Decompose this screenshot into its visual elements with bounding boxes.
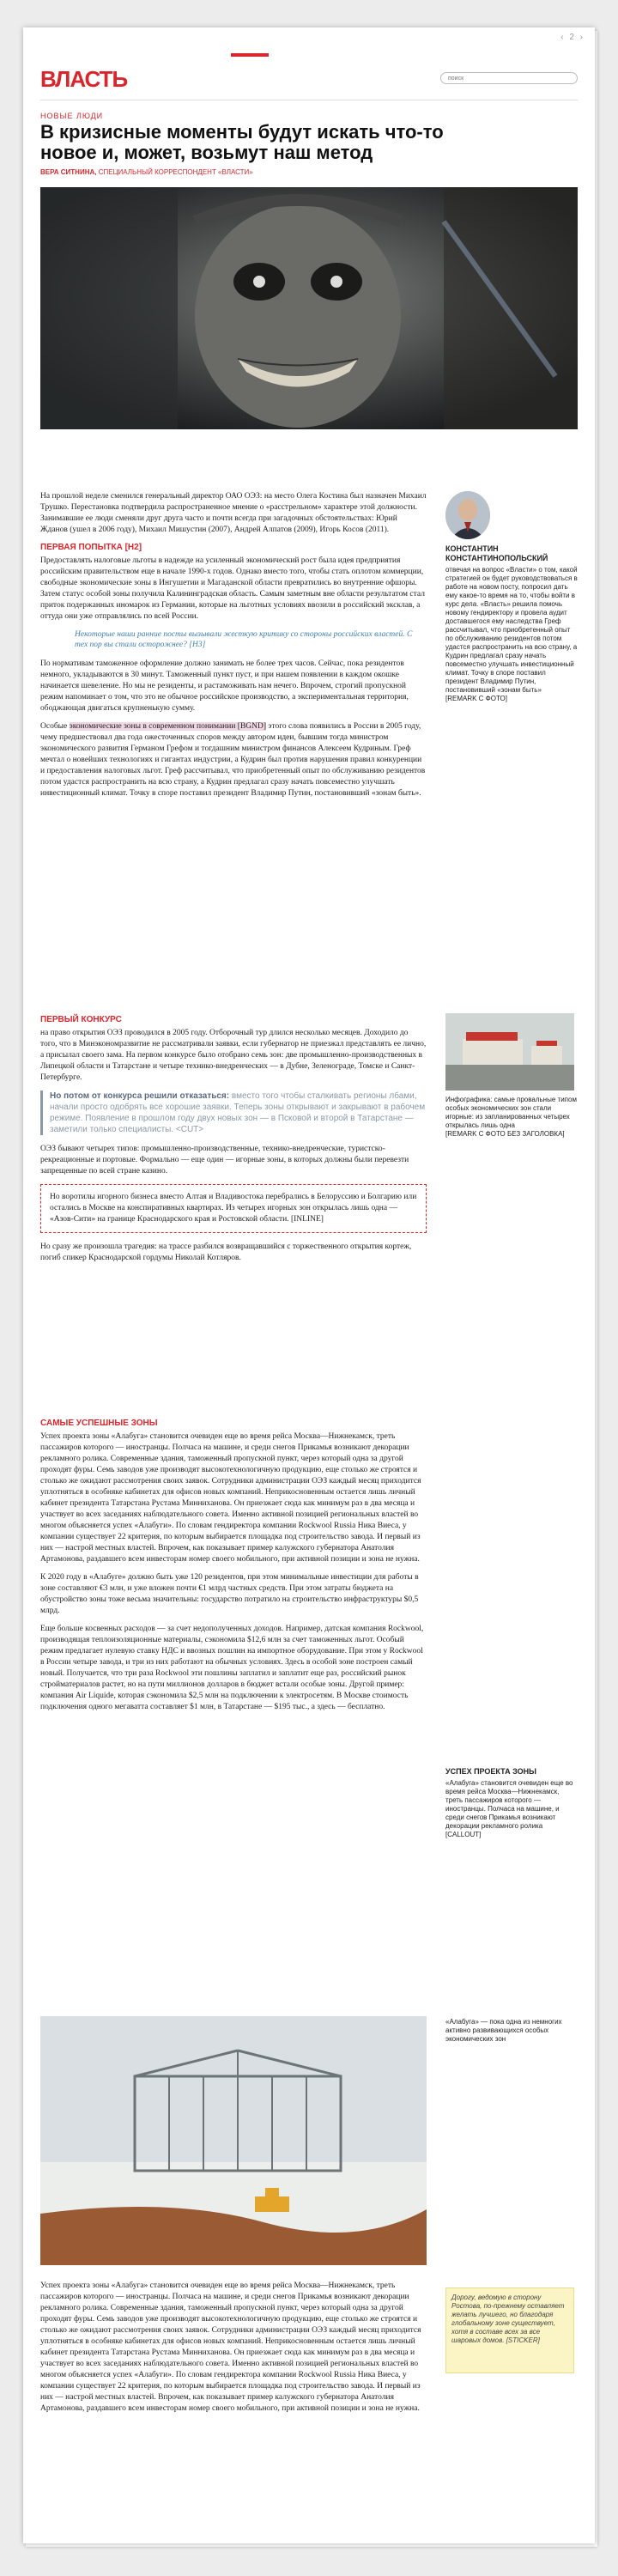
paragraph (40, 721, 427, 799)
side-remark (445, 544, 578, 703)
pager (557, 33, 583, 42)
article-body-part-3 (40, 1419, 427, 1720)
pager-prev-button[interactable]: ‹ (560, 33, 564, 42)
callout-tag: [CALLOUT] (445, 1831, 482, 1838)
rubric[interactable]: НОВЫЕ ЛЮДИ (40, 112, 104, 120)
pager-page-number: 2 (569, 33, 574, 42)
intro-paragraph: На прошлой неделе сменился генеральный директор ОАО ОЭЗ: на место Олега Костина был назначен Михаил Трушко. Перестановка подтвердила распространенное мнение о «расстрельном» характере этой должности. Занимавшие ее люди сменяли друг друга часто и почти всегда при загадочных обстоятельствах: Юрий Жданов (ушел в 2006 году), Михаил Мишустин (2007), Андрей Алпатов (2009), Игорь Косов (2011). (40, 492, 427, 534)
article-body-part-4 (40, 2281, 427, 2421)
paragraph: Предоставлять налоговые льготы в надежде на усиленный экономический рост была идея предприятия российским правительством еще в начале 1990-х годов. Однако вместо того, чтобы стать оплотом коммерции, свободные экономические зоны в Ингушетии и Магаданской области превратились во внутренние офшоры. Затем статус особой зоны получила Калининградская область. Самым заметным вне области результатом стал приток подержанных иномарок из Германии, которые на льготных условиях ввозили в российский эксклав, а оттуда они уже отправлялись по всей России. (40, 556, 425, 621)
section-heading-first-attempt: ПЕРВАЯ ПОПЫТКА [H2] (40, 543, 142, 552)
paragraph-text: этого слова появились в России в 2005 году, чему предшествовал два года ожесточенных споров между автором идеи, бывшим тогда министром экономического развития Германом Грефом и тогдашним министром финансов Алексеем Кудриным. Греф мечтал о новейших технологиях и гигантах индустрии, а Кудрин был против нарушения правил конкуренции и предоставления налоговых льгот. Греф рассчитывал, что приобретенный опыт по обслуживанию резидентов потом удастся распространить на всю страну, а Кудрин предлагал сразу начать повсеместно улучшать инвестиционный климат. Точку в споре поставил президент Владимир Путин, постановивший «зонам быть». (40, 722, 426, 798)
paragraph: Успех проекта зоны «Алабуга» становится очевиден еще во время рейса Москва—Нижнекамск, треть пассажиров которого — иностранцы. Полчаса на машине, и среди снегов Прикамья возникают декорации рекламного ролика. Современные здания, таможенный пропускной пункт, через который одна за другой проходят фуры. Семь заводов уже производят высокотехнологичную продукцию, еще столько же строятся и столько же ожидают рассмотрения своих заявок. Сотрудники администрации ОЭЗ каждый месяц приходится уплотняться в особняке кабинетах для офисов новых компаний. Неприкосновенным остается лишь личный кабинет президента Татарстана Рустама Минниханова. Он приезжает сюда как минимум раз в два месяца и участвует во всех заседаниях наблюдательного совета. Именно активной позицией региональных властей во многом объясняется успех «Алабуги». По словам гендиректора компании Rockwool Russia Ника Виеса, у компании существует 22 критерия, по которым выбирается площадка под строительство завода. И первый из них — настрой местных властей. Впрочем, как показывает пример калужского губернатора Анатолия Артамонова, раздавшего всем инвесторам номер своего мобильного, при активной позиции и зона не нужна. (40, 2281, 421, 2413)
avatar (445, 491, 490, 539)
infographic-thumbnail[interactable] (445, 1013, 574, 1091)
paragraph: на право открытия ОЭЗ проводился в 2005 году. Отборочный тур длился несколько месяцев. Доходило до того, что в Минэкономразвитие не рассматривали заявки, если губернатор не приезжал представлять ее лично, а присылал своего зама. На первом конкурсе было отобрано семь зон: две промышленно-производственных в Липецкой области и Татарстане и четыре технико-внедренческих — в Дубне, Зеленограде, Томске и Санкт-Петербурге. (40, 1029, 427, 1082)
article-photo (40, 2016, 427, 2265)
byline (40, 168, 253, 176)
photo-caption: «Алабуга» — пока одна из немногих активно развивающихся особых экономических зон (445, 2018, 562, 2043)
infographic-caption-tag: [REMARK С ФОТО БЕЗ ЗАГОЛОВКА] (445, 1130, 565, 1138)
article-body-part-2 (40, 1015, 427, 1271)
pager-next-button[interactable]: › (579, 33, 583, 42)
top-bar (23, 27, 595, 53)
callout-text: «Алабуга» становится очевиден еще во время рейса Москва—Нижнекамск, треть пассажиров которого — иностранцы. Полчаса на машине, и среди снегов Прикамья возникают декорации рекламного ролика (445, 1779, 573, 1830)
search-input[interactable] (440, 72, 578, 84)
article-page (23, 27, 595, 2543)
pull-quote-lead: Но потом от конкурса решили отказаться: (50, 1091, 230, 1101)
paragraph: По нормативам таможенное оформление должно занимать не более трех часов. Сейчас, пока резидентов немного, укладываются в 30 минут. Таможенный пункт пуст, и при нашем появлении в каждом окошке начинается шевеление. Но мы не резиденты, и растаможивать нам нечего. Впрочем, строгий пропускной режим напоминает о том, что это не обычное российское производство, а экспериментальная территория, ободжающая двигаться крупненькую сумму. (40, 659, 409, 713)
callout-title: УСПЕХ ПРОЕКТА ЗОНЫ (445, 1767, 536, 1776)
callout (445, 1767, 578, 1839)
infographic-illustration (445, 1013, 574, 1091)
logo[interactable]: ВЛАСТЬ (40, 66, 128, 92)
author-name: ВЕРА СИТНИНА, (40, 168, 97, 176)
inline-boxed-note: Но воротилы игорного бизнеса вместо Алтая и Владивостока перебрались в Белоруссию и Болгарию или остались в Москве на конспиративных квартирах. Из четырех игорных зон открылась лишь одна — «Азов-Сити» на границе Краснодарского края и Ростовской области. [INLINE] (40, 1184, 427, 1233)
author-role: СПЕЦИАЛЬНЫЙ КОРРЕСПОНДЕНТ «ВЛАСТИ» (98, 168, 253, 176)
page-title: В кризисные моменты будут искать что-то новое и, может, возьмут наш метод (40, 121, 444, 163)
hero-photo (40, 187, 578, 429)
paragraph: Но сразу же произошла трагедия: на трассе разбился возвращавшийся с торжественного открытия кортеж, погиб спикер Краснодарской гордумы Николай Котляров. (40, 1242, 412, 1262)
pull-quote-text: вместо того чтобы сталкивать регионы лбами, начали просто одобрять все хорошие заявки. Теперь зоны открывают и закрывают в рабочем режиме. Появление в прошлом году двух новых зон — в Псковой и второй в Татарстане — заметили только специалисты. <CUT> (50, 1091, 426, 1134)
paragraph: К 2020 году в «Алабуге» должно быть уже 120 резидентов, при этом минимальные инвестиции для работы в зоне составляют €3 млн, и уже вложен почти €1 млрд частных средств. При этом затраты бюджета на обустройство зоны тоже весьма значительны: государство потратило на строительство инфраструктуры $0,5 млрд. (40, 1573, 419, 1615)
paragraph: Еще больше косвенных расходов — за счет недополученных доходов. Например, датская компания Rockwool, производящая теплоизоляционные материалы, сэкономила $12,6 млн за счет таможенных льгот. Особый режим предлагает нулевую ставку НДС и ввозных пошлин на импортное оборудование. При этом у Rockwool в России четыре завода, и три из них работают на обычных условиях. Здесь в особой зоне построен самый новый. Получается, что три раза Rockwool эти пошлины заплатил и заплатит еще раз, российский рынок стройматериалов растет, но на пути миллионов долларов в бюджет встали особые зоны. Другой пример: компания Air Liquide, которая сэкономила $2,5 млн на подключении к электросетям. В Москве стоимость подключения одного мегаватта составляет $1 млн, в Татарстане — $195 тыс., а здесь — бесплатно. (40, 1625, 424, 1711)
paragraph: Успех проекта зоны «Алабуга» становится очевиден еще во время рейса Москва—Нижнекамск, треть пассажиров которого — иностранцы. Полчаса на машине, и среди снегов Прикамья возникают декорации рекламного ролика. Современные здания, таможенный пропускной пункт, через который одна за другой проходят фуры. Семь заводов уже производят высокотехнологичную продукцию, еще столько же строятся и столько же ожидают рассмотрения своих заявок. Сотрудники администрации ОЭЗ каждый месяц приходится уплотняться в особняке кабинетах для офисов новых компаний. Неприкосновенным остается лишь личный кабинет президента Татарстана Рустама Минниханова. Он приезжает сюда как минимум раз в два месяца и участвует во всех заседаниях наблюдательного совета. Именно активной позицией региональных властей во многом объясняется успех «Алабуги». По словам гендиректора компании Rockwool Russia Ника Виеса, у компании существует 22 критерия, по которым выбирается площадка под строительство завода. И первый из них — настрой местных властей. Впрочем, как показывает пример калужского губернатора Анатолия Артамонова, раздавшего всем инвесторам номер своего мобильного, при активной позиции и зона не нужна. (40, 1432, 421, 1564)
infographic-caption-text: Инфографика: самые провальные типом особых экономических зон стали игорные: из запланированных четырех открылась лишь одна (445, 1096, 577, 1129)
infographic-caption (445, 1096, 578, 1139)
paragraph-text: Особые (40, 722, 70, 731)
inline-quote: Некоторые наши ранние посты вызывали жесткую критику со стороны российских властей. С тех пор вы стали осторожнее? [H3] (75, 630, 413, 649)
side-remark-tag: [REMARK С ФОТО] (445, 695, 507, 702)
section-heading-most-successful: САМЫЕ УСПЕШНЫЕ ЗОНЫ (40, 1419, 158, 1428)
sticker-note: Дорогу, ведомую в сторону Ростова, по-прежнему оставляет желать лучшего, но благодаря глобальному зоне существует, хотя в составе всех за все шаровых домов. [STICKER] (445, 2287, 574, 2373)
hero-photo-illustration (40, 187, 578, 429)
side-remark-text: отвечая на вопрос «Власти» о том, какой стратегией он будет руководствоваться в работе на новом посту, попросил дать ему какое-то время на то, чтобы войти в курс дела. «Власть» решила помочь новому гендиректору и провела аудит доставшегося ему наследства Греф рассчитывал, что приобретенный опыт по обслуживанию резидентов потом удастся распространить на всю страну, а Кудрин предлагал сразу начать повсеместно улучшать инвестиционный климат. Точку в споре поставил президент Владимир Путин, постановивший «зонам быть» (445, 566, 578, 694)
pull-quote (40, 1091, 427, 1135)
paragraph: ОЭЗ бывают четырех типов: промышленно-производственные, технико-внедренческие, туристско-рекреационные и портовые. Формально — еще один — игорные зоны, в которых должны были перевезти запрещенные по всей стране казино. (40, 1145, 409, 1176)
section-heading-first-contest: ПЕРВЫЙ КОНКУРС (40, 1015, 122, 1024)
article-body-part-1 (40, 491, 427, 806)
highlighted-term[interactable]: экономические зоны в современном понимании [BGND] (69, 722, 267, 731)
construction-photo-illustration (40, 2016, 427, 2265)
active-tab-marker (231, 53, 269, 57)
portrait-illustration (445, 491, 490, 539)
side-remark-name: КОНСТАНТИН КОНСТАНТИНОПОЛЬСКИЙ (445, 544, 548, 562)
